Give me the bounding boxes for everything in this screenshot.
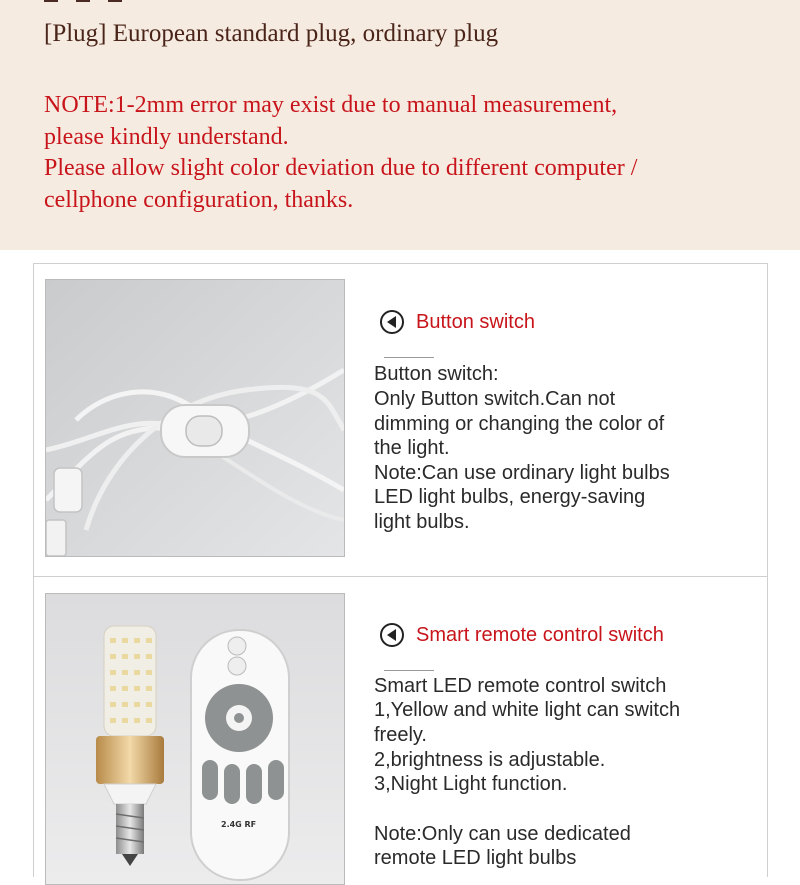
remote-and-bulb-illustration (46, 594, 344, 884)
button-switch-illustration (46, 280, 344, 556)
desc-line: remote LED light bulbs (374, 847, 577, 869)
note-line-1: NOTE:1-2mm error may exist due to manual measurement, (44, 92, 618, 118)
note-line-4: cellphone configuration, thanks. (44, 187, 354, 213)
remote-switch-heading (380, 623, 664, 647)
desc-line: Note:Only can use dedicated (374, 823, 631, 845)
desc-line: 2,brightness is adjustable. (374, 749, 606, 771)
note-line-3: Please allow slight color deviation due to different computer / (44, 155, 638, 181)
button-switch-title: Button switch (416, 310, 535, 333)
divider (384, 670, 434, 671)
desc-line: 1,Yellow and white light can switch (374, 699, 681, 721)
remote-switch-title: Smart remote control switch (416, 623, 664, 646)
arrow-left-icon (380, 623, 404, 647)
desc-line: Note:Can use ordinary light bulbs (374, 462, 670, 484)
desc-line: Smart LED remote control switch (374, 675, 667, 697)
desc-line: LED light bulbs, energy-saving (374, 486, 646, 508)
desc-line: freely. (374, 724, 427, 746)
arrow-left-icon (380, 310, 404, 334)
desc-line: 3,Night Light function. (374, 773, 568, 795)
desc-line: Only Button switch.Can not (374, 388, 616, 410)
note-line-2: please kindly understand. (44, 124, 289, 150)
info-banner (0, 0, 800, 250)
desc-line: dimming or changing the color of (374, 413, 665, 435)
divider (384, 357, 434, 358)
desc-line: light bulbs. (374, 511, 470, 533)
plug-spec: [Plug] European standard plug, ordinary plug (44, 20, 499, 47)
remote-badge: 2.4G RF (221, 820, 257, 829)
button-switch-panel (33, 263, 768, 577)
desc-line: the light. (374, 437, 450, 459)
desc-line: Button switch: (374, 363, 499, 385)
button-switch-photo (45, 279, 345, 557)
button-switch-heading (380, 310, 535, 334)
cropped-heading-fragment (44, 0, 160, 2)
remote-switch-panel (33, 576, 768, 877)
remote-and-bulb-photo (45, 593, 345, 885)
